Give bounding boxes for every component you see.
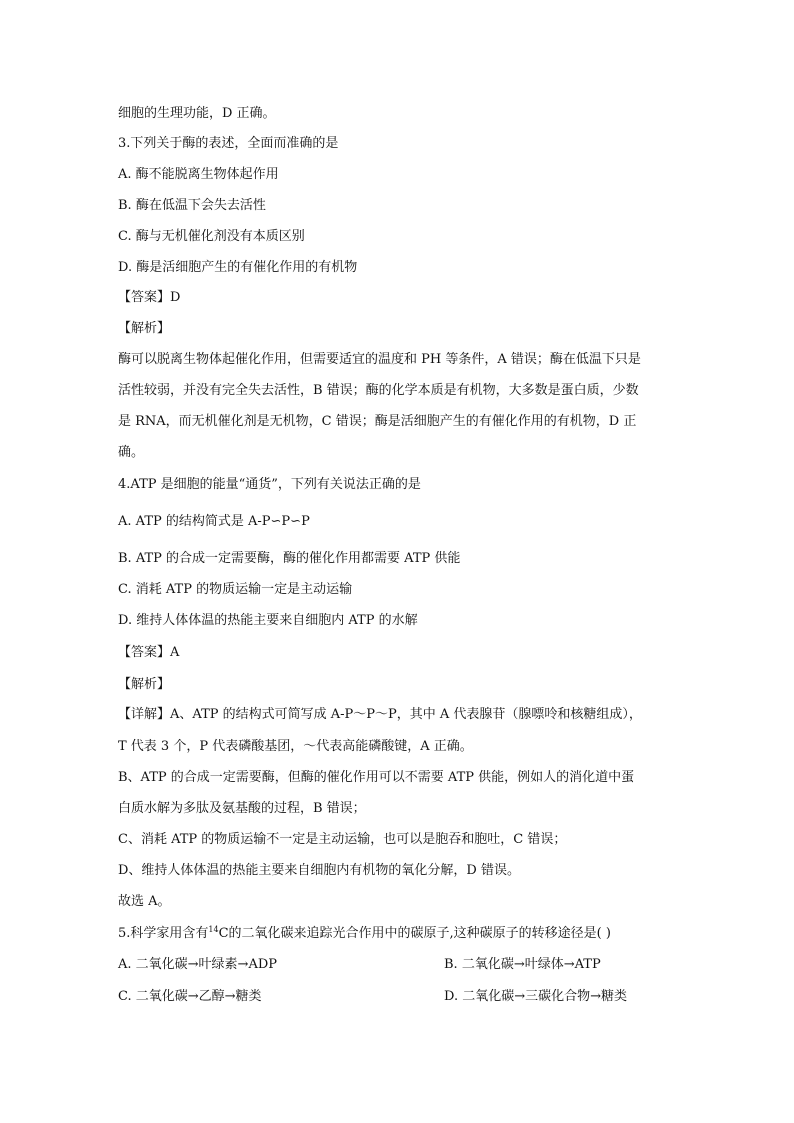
question-4-option-c: C. 消耗 ATP 的物质运输一定是主动运输 — [118, 582, 353, 597]
question-5-option-d: D. 二氧化碳→三碳化合物→糖类 — [444, 989, 628, 1004]
answer-label: 【答案】A — [118, 645, 180, 660]
question-4-stem: 4.ATP 是细胞的能量“通货”，下列有关说法正确的是 — [118, 477, 421, 492]
question-5-option-a: A. 二氧化碳→叶绿素→ADP — [118, 957, 277, 972]
analysis-text: 酶可以脱离生物体起催化作用，但需要适宜的温度和 PH 等条件，A 错误；酶在低温下只是 — [118, 352, 641, 367]
analysis-text: 是 RNA，而无机催化剂是无机物，C 错误；酶是活细胞产生的有催化作用的有机物，D 正 — [118, 414, 637, 429]
analysis-text: C、消耗 ATP 的物质运输不一定是主动运输，也可以是胞吞和胞吐，C 错误； — [118, 832, 567, 847]
question-5-stem — [118, 926, 611, 942]
analysis-text: 确。 — [118, 445, 145, 460]
analysis-text: T 代表 3 个，P 代表磷酸基团，～代表高能磷酸键，A 正确。 — [118, 739, 473, 754]
question-5-option-b: B. 二氧化碳→叶绿体→ATP — [444, 957, 601, 972]
question-3-option-b: B. 酶在低温下会失去活性 — [118, 198, 266, 213]
analysis-label: 【解析】 — [118, 321, 171, 336]
question-4-option-a: A. ATP 的结构简式是 A-P∽P∽P — [118, 514, 310, 529]
question-3-option-a: A. 酶不能脱离生物体起作用 — [118, 167, 279, 182]
analysis-text: D、维持人体体温的热能主要来自细胞内有机物的氧化分解，D 错误。 — [118, 863, 520, 878]
question-5-stem-part1: 5.科学家用含有 — [118, 926, 209, 941]
analysis-text: B、ATP 的合成一定需要酶，但酶的催化作用可以不需要 ATP 供能，例如人的消化道中蛋 — [118, 770, 635, 785]
analysis-text: 活性较弱，并没有完全失去活性，B 错误；酶的化学本质是有机物，大多数是蛋白质，少数 — [118, 383, 639, 398]
question-4-option-b: B. ATP 的合成一定需要酶，酶的催化作用都需要 ATP 供能 — [118, 551, 461, 566]
answer-label: 【答案】D — [118, 290, 181, 305]
question-3-option-c: C. 酶与无机催化剂没有本质区别 — [118, 229, 305, 244]
text-line: 细胞的生理功能，D 正确。 — [118, 106, 276, 121]
question-5-option-c: C. 二氧化碳→乙醇→糖类 — [118, 989, 262, 1004]
question-3-option-d: D. 酶是活细胞产生的有催化作用的有机物 — [118, 260, 358, 275]
analysis-text: 【详解】A、ATP 的结构式可简写成 A-P～P～P，其中 A 代表腺苷（腺嘌呤和核糖组成）， — [118, 707, 642, 722]
analysis-label: 【解析】 — [118, 677, 171, 692]
analysis-conclusion: 故选 A。 — [118, 894, 171, 909]
analysis-text: 白质水解为多肽及氨基酸的过程，B 错误； — [118, 801, 366, 816]
isotope-superscript: 14 — [208, 925, 219, 934]
question-5-stem-part2: C的二氧化碳来追踪光合作用中的碳原子,这种碳原子的转移途径是( ) — [218, 926, 611, 941]
question-3-stem: 3.下列关于酶的表述，全面而准确的是 — [118, 136, 339, 151]
question-4-option-d: D. 维持人体体温的热能主要来自细胞内 ATP 的水解 — [118, 613, 418, 628]
